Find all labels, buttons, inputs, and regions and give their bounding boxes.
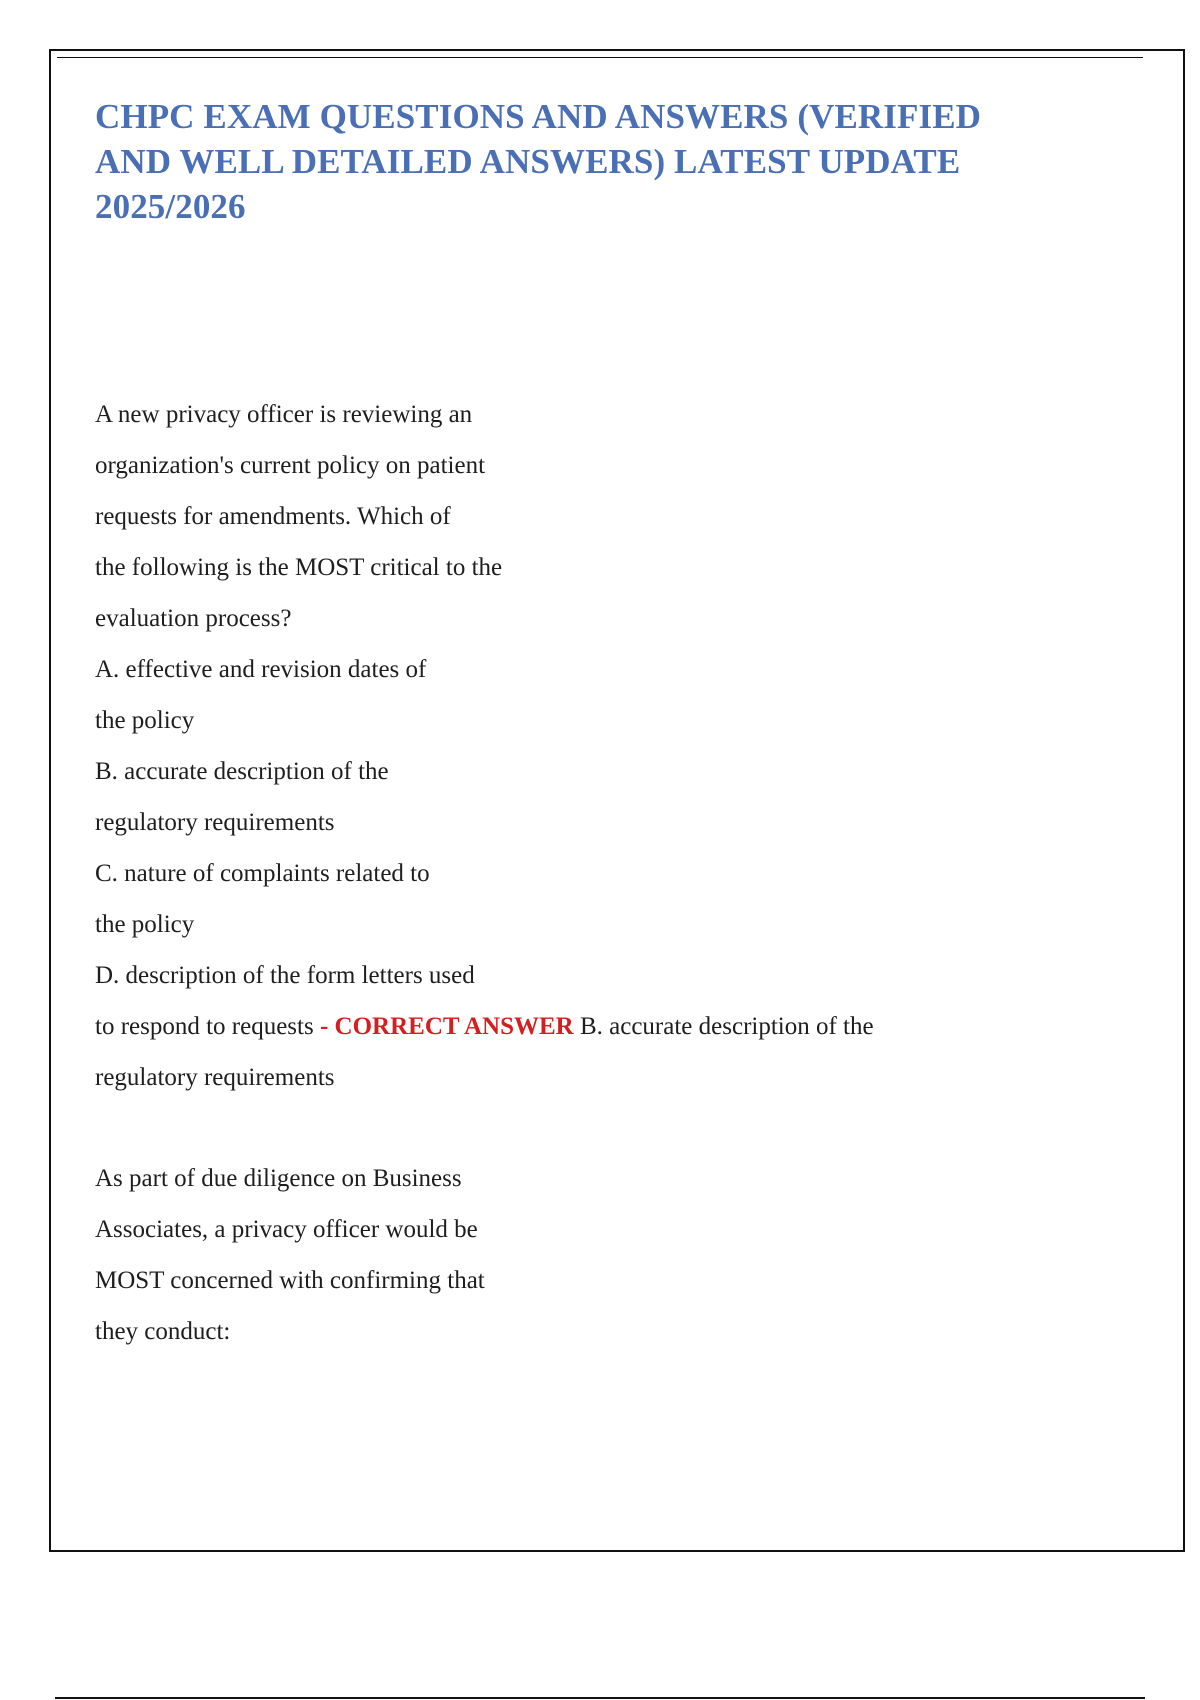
title-line-3: 2025/2026 [95, 187, 246, 226]
question-2-stem-line: Associates, a privacy officer would be [95, 1216, 478, 1243]
document-title [95, 94, 1095, 229]
question-1-stem-line: the following is the MOST critical to the [95, 554, 503, 581]
option-b-continued: regulatory requirements [95, 809, 335, 836]
option-c-continued: the policy [95, 911, 195, 938]
option-d-continued-with-answer [95, 1001, 1095, 1052]
option-b: B. accurate description of the [95, 758, 389, 785]
question-gap [95, 1103, 1095, 1153]
question-1 [95, 389, 1095, 1103]
question-2-stem-line: As part of due diligence on Business [95, 1165, 462, 1192]
option-a-continued: the policy [95, 707, 195, 734]
title-line-1: CHPC EXAM QUESTIONS AND ANSWERS (VERIFIED [95, 97, 982, 136]
question-2 [95, 1153, 1095, 1357]
question-1-stem-line: A new privacy officer is reviewing an [95, 401, 473, 428]
question-2-stem-line: MOST concerned with confirming that [95, 1267, 485, 1294]
title-line-2: AND WELL DETAILED ANSWERS) LATEST UPDATE [95, 142, 961, 181]
option-a: A. effective and revision dates of [95, 656, 427, 683]
question-2-stem-line: they conduct: [95, 1318, 231, 1345]
question-1-stem-line: organization's current policy on patient [95, 452, 486, 479]
correct-answer-text-continued: regulatory requirements [95, 1064, 335, 1091]
top-rule [57, 57, 1143, 58]
option-c: C. nature of complaints related to [95, 860, 430, 887]
correct-answer-text: B. accurate description of the [579, 1013, 874, 1040]
question-1-stem-line: evaluation process? [95, 605, 292, 632]
option-d: D. description of the form letters used [95, 962, 475, 989]
question-content [95, 389, 1095, 1357]
option-d-continued: to respond to requests [95, 1013, 314, 1040]
correct-answer-marker: - CORRECT ANSWER [319, 1013, 574, 1040]
question-1-stem-line: requests for amendments. Which of [95, 503, 451, 530]
bottom-rule [55, 1697, 1145, 1699]
